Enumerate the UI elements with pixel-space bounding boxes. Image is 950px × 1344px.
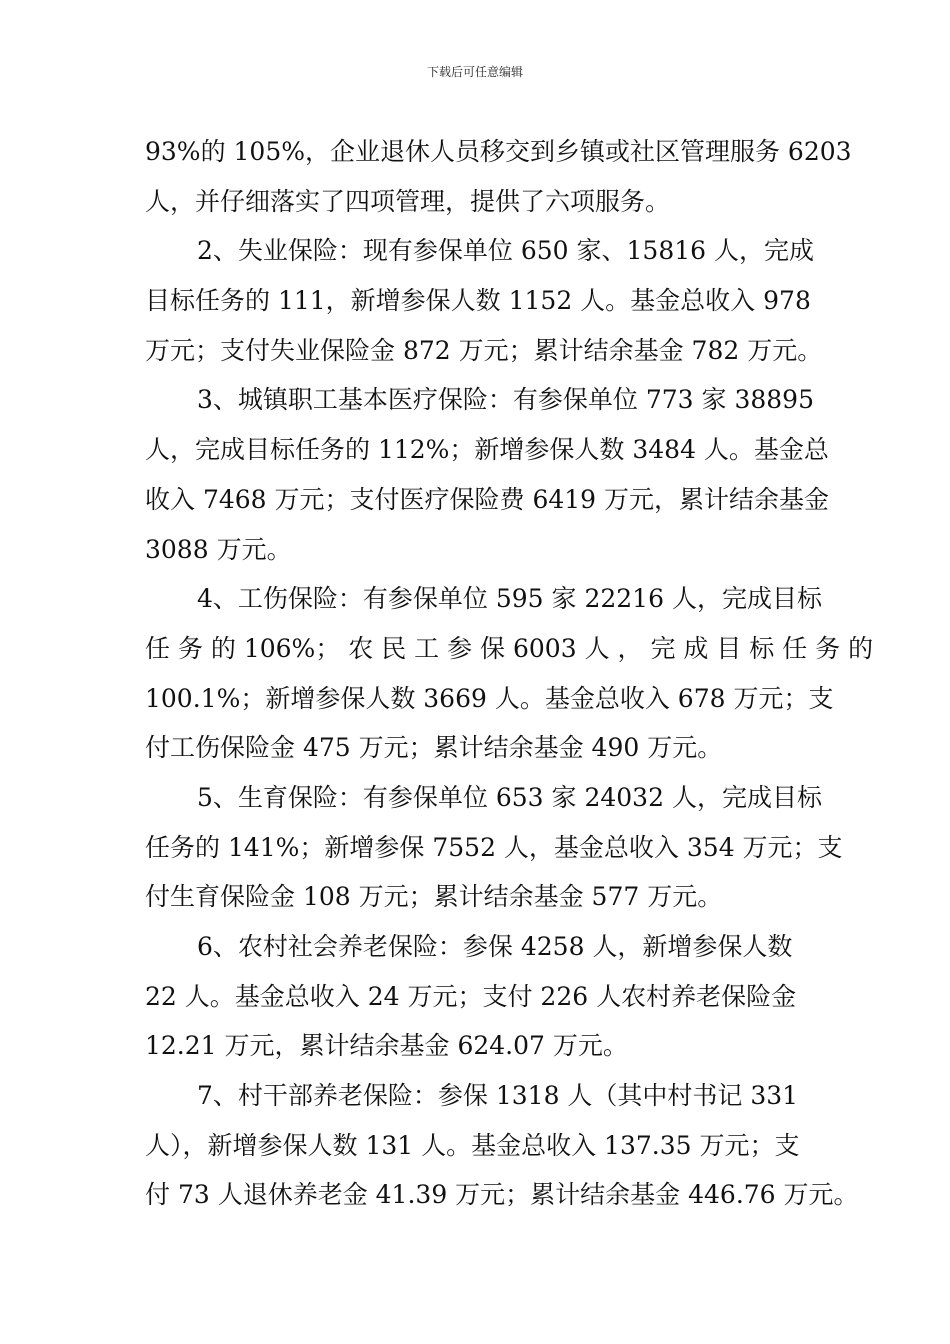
- text-line-11: 任 务 的 106%； 农 民 工 参 保 6003 人 ， 完 成 目 标 任 务 的: [145, 633, 874, 663]
- text-line-8: 收入 7468 万元；支付医疗保险费 6419 万元，累计结余基金: [145, 484, 830, 514]
- text-line-2: 人，并仔细落实了四项管理，提供了六项服务。: [145, 186, 671, 216]
- text-line-14: 5、生育保险：有参保单位 653 家 24032 人，完成目标: [197, 782, 822, 812]
- text-line-18: 22 人。基金总收入 24 万元；支付 226 人农村养老保险金: [145, 981, 797, 1011]
- text-line-6: 3、城镇职工基本医疗保险：有参保单位 773 家 38895: [197, 385, 814, 415]
- text-line-1: 93%的 105%，企业退休人员移交到乡镇或社区管理服务 6203: [145, 137, 852, 166]
- text-line-4: 目标任务的 111，新增参保人数 1152 人。基金总收入 978: [145, 286, 811, 316]
- page-header-note: 下载后可任意编辑: [426, 65, 523, 79]
- text-line-7: 人，完成目标任务的 112%；新增参保人数 3484 人。基金总: [145, 435, 829, 465]
- text-line-21: 人），新增参保人数 131 人。基金总收入 137.35 万元；支: [145, 1130, 800, 1160]
- document-body: [145, 127, 874, 1220]
- text-line-9: 3088 万元。: [145, 534, 292, 564]
- text-line-13: 付工伤保险金 475 万元；累计结余基金 490 万元。: [145, 733, 723, 763]
- text-line-3: 2、失业保险：现有参保单位 650 家、15816 人，完成: [197, 236, 814, 266]
- text-line-22: 付 73 人退休养老金 41.39 万元；累计结余基金 446.76 万元。: [145, 1180, 859, 1210]
- text-line-16: 付生育保险金 108 万元；累计结余基金 577 万元。: [145, 882, 723, 912]
- text-line-5: 万元；支付失业保险金 872 万元；累计结余基金 782 万元。: [145, 335, 823, 365]
- text-line-19: 12.21 万元，累计结余基金 624.07 万元。: [145, 1031, 628, 1061]
- text-line-12: 100.1%；新增参保人数 3669 人。基金总收入 678 万元；支: [145, 683, 834, 713]
- text-line-15: 任务的 141%；新增参保 7552 人，基金总收入 354 万元；支: [145, 832, 843, 862]
- text-line-10: 4、工伤保险：有参保单位 595 家 22216 人，完成目标: [197, 584, 822, 614]
- text-line-20: 7、村干部养老保险：参保 1318 人（其中村书记 331: [197, 1081, 799, 1111]
- text-line-17: 6、农村社会养老保险：参保 4258 人，新增参保人数: [197, 932, 793, 961]
